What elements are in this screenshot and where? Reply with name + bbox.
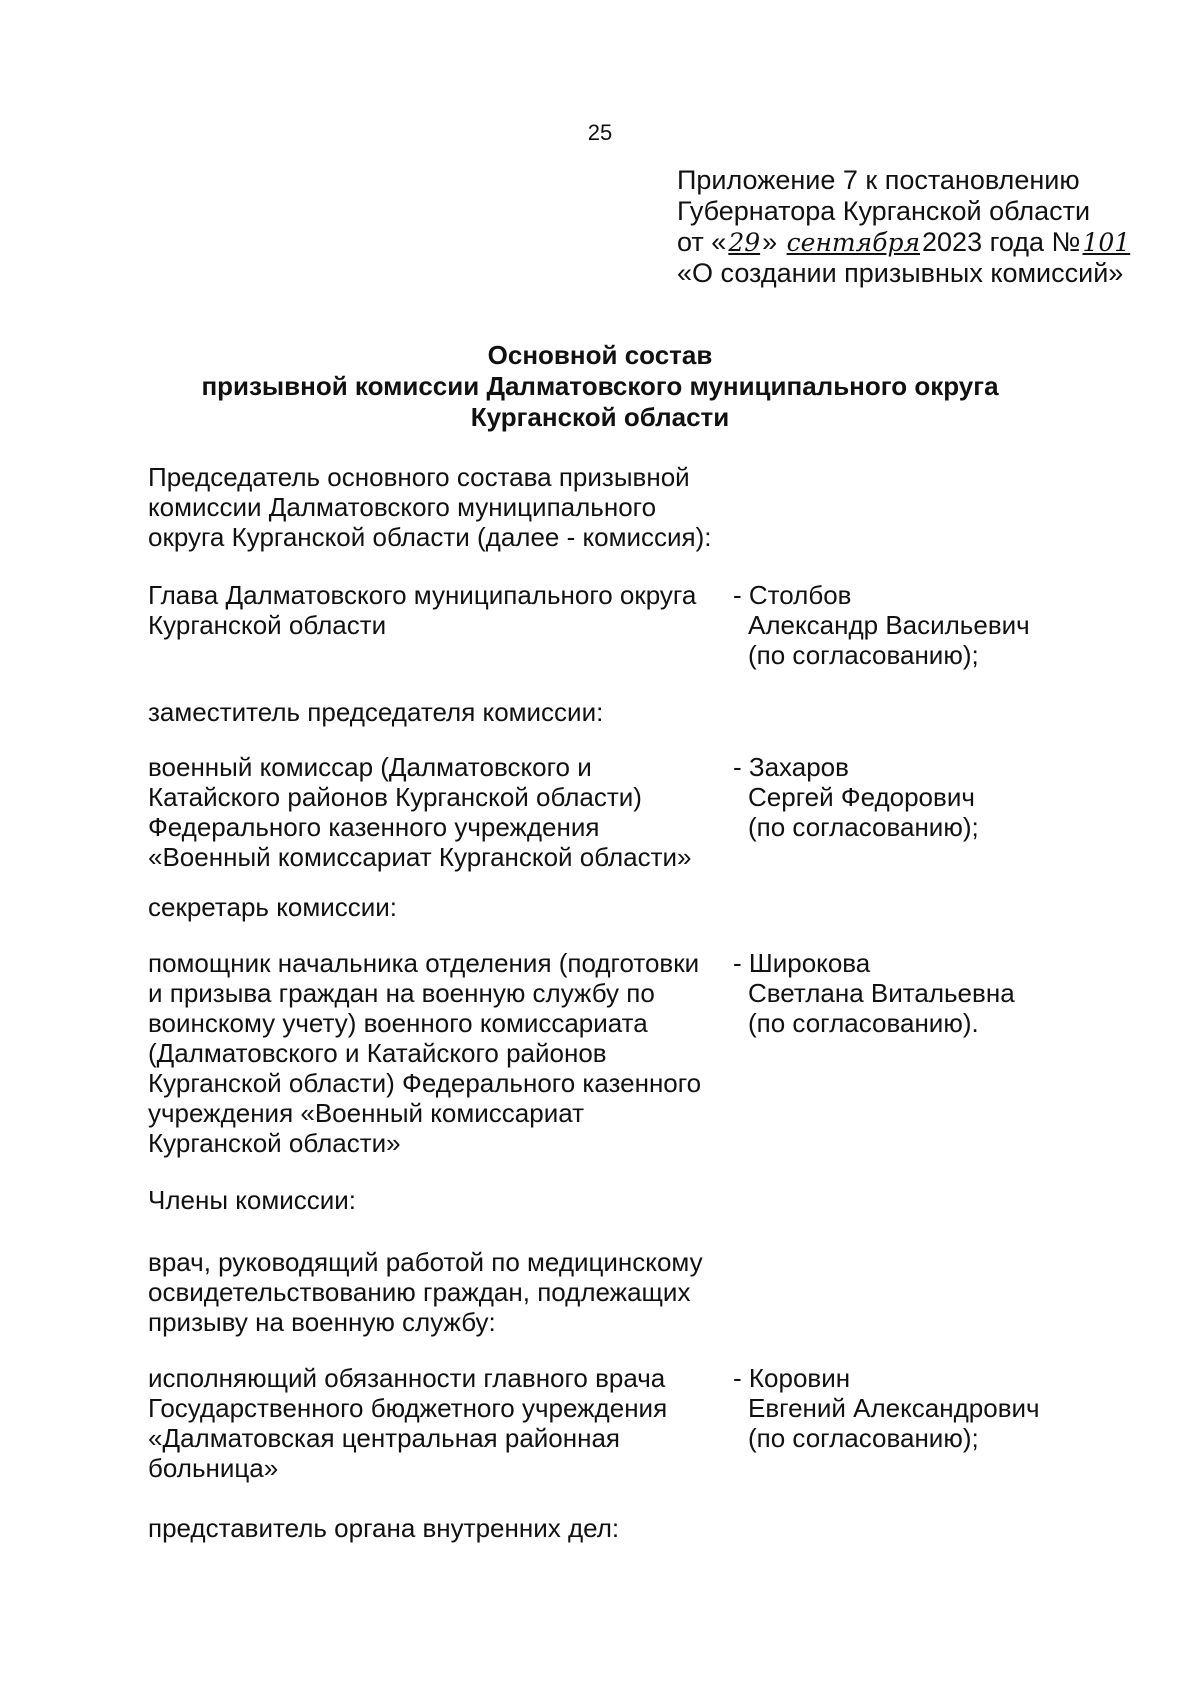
chairman-position: Глава Далматовского муниципального округа Курганской области [148, 580, 697, 640]
appendix-line-4: «О создании призывных комиссий» [677, 258, 1124, 288]
page-number: 25 [587, 120, 613, 145]
date-month-handwritten: сентября [786, 228, 921, 257]
secretary-person: - Широкова Светлана Витальевна (по согласованию). [733, 948, 1015, 1038]
date-day-handwritten: 29 [728, 228, 761, 257]
deputy-person: - Захаров Сергей Федорович (по согласованию); [733, 752, 979, 842]
chairman-heading: Председатель основного состава призывной комиссии Далматовского муниципального округа Курганской области (далее - комиссия): [148, 462, 712, 552]
appendix-line-2: Губернатора Курганской области [677, 196, 1091, 226]
date-prefix: от « [677, 227, 727, 257]
secretary-heading: секретарь комиссии: [148, 892, 397, 922]
secretary-position: помощник начальника отделения (подготовки и призыва граждан на военную службу по воинскому учету) военного комиссариата (Далматовского и Катайского районов Курганской области) Федерального казенного учреждения «Военный комиссариат Курганской области» [148, 948, 702, 1158]
deputy-position: военный комиссар (Далматовского и Катайского районов Курганской области) Федерального казенного учреждения «Военный комиссариат Курганской области» [148, 752, 692, 872]
members-heading: Члены комиссии: [148, 1185, 357, 1215]
appendix-header [677, 165, 1132, 289]
document-title [0, 340, 1200, 433]
appendix-date-line [677, 227, 1132, 258]
title-line-2: призывной комиссии Далматовского муниципального округа [201, 371, 999, 401]
doctor-heading: врач, руководящий работой по медицинскому освидетельствованию граждан, подлежащих призыву на военную службу: [148, 1247, 703, 1337]
date-year: 2023 года № [922, 227, 1081, 257]
chairman-person: - Столбов Александр Васильевич (по согласованию); [733, 580, 1030, 670]
deputy-heading: заместитель председателя комиссии: [148, 697, 604, 727]
document-number-handwritten: 101 [1082, 228, 1131, 257]
doctor-position: исполняющий обязанности главного врача Государственного бюджетного учреждения «Далматовская центральная районная больница» [148, 1363, 668, 1483]
date-mid: » [762, 227, 778, 257]
doctor-person: - Коровин Евгений Александрович (по согласованию); [733, 1363, 1040, 1453]
appendix-line-1: Приложение 7 к постановлению [677, 165, 1080, 195]
title-line-1: Основной состав [487, 340, 713, 370]
police-heading: представитель органа внутренних дел: [148, 1513, 620, 1543]
title-line-3: Курганской области [470, 402, 730, 432]
